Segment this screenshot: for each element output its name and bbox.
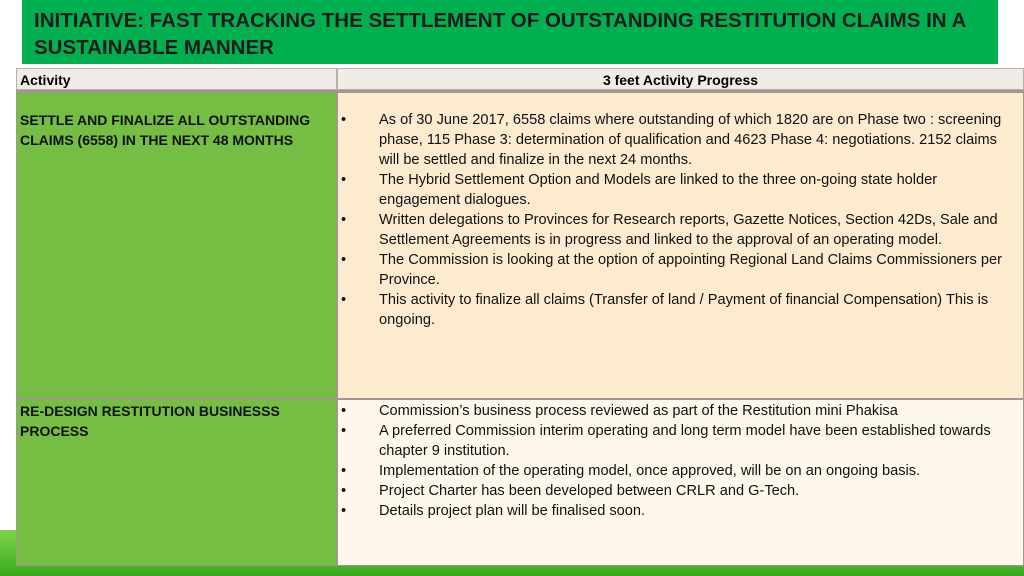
title-banner <box>22 0 998 64</box>
bullet-icon: • <box>341 112 347 128</box>
list-item <box>338 501 1023 521</box>
progress-list <box>338 401 1023 521</box>
list-item <box>338 210 1023 250</box>
bullet-icon: • <box>341 483 347 499</box>
bullet-icon: • <box>341 252 347 268</box>
bullet-icon: • <box>341 403 347 419</box>
header-progress: 3 feet Activity Progress <box>337 68 1024 90</box>
progress-list <box>338 110 1023 330</box>
list-item-text: Implementation of the operating model, once approved, will be on an ongoing basis. <box>379 463 921 479</box>
list-item <box>338 481 1023 501</box>
bullet-icon: • <box>341 463 347 479</box>
list-item-text: Project Charter has been developed between CRLR and G-Tech. <box>379 483 800 499</box>
bullet-icon: • <box>341 212 347 228</box>
slide-title: INITIATIVE: FAST TRACKING THE SETTLEMENT OF OUTSTANDING RESTITUTION CLAIMS IN A SUSTAINABLE MANNER <box>34 9 966 59</box>
list-item <box>338 401 1023 421</box>
list-item-text: This activity to finalize all claims (Transfer of land / Payment of financial Compensation) This is ongoing. <box>379 292 989 328</box>
list-item <box>338 461 1023 481</box>
list-item-text: As of 30 June 2017, 6558 claims where outstanding of which 1820 are on Phase two : screening phase, 115 Phase 3: determination of qualification and 4623 Phase 4: negotiations. 2152 claims will be settled and finalize in the next 24 months. <box>379 112 1002 168</box>
progress-cell-settle-claims <box>337 92 1024 399</box>
list-item-text: The Commission is looking at the option of appointing Regional Land Claims Commissioners per Province. <box>379 252 1002 288</box>
bullet-icon: • <box>341 423 347 439</box>
list-item-text: A preferred Commission interim operating and long term model have been established towards chapter 9 institution. <box>379 423 991 459</box>
activity-cell-redesign-process: RE-DESIGN RESTITUTION BUSINESSS PROCESS <box>16 399 337 566</box>
list-item <box>338 421 1023 461</box>
bullet-icon: • <box>341 503 347 519</box>
activity-cell-settle-claims: SETTLE AND FINALIZE ALL OUTSTANDING CLAIMS (6558) IN THE NEXT 48 MONTHS <box>16 92 337 399</box>
list-item <box>338 290 1023 330</box>
progress-table <box>16 68 1024 566</box>
bullet-icon: • <box>341 292 347 308</box>
list-item-text: Commission’s business process reviewed as part of the Restitution mini Phakisa <box>379 403 898 419</box>
header-activity: Activity <box>16 68 337 90</box>
progress-cell-redesign-process <box>337 399 1024 566</box>
bullet-icon: • <box>341 172 347 188</box>
list-item <box>338 250 1023 290</box>
list-item-text: Written delegations to Provinces for Research reports, Gazette Notices, Section 42Ds, Sale and Settlement Agreements is in progress and linked to the approval of an operating model. <box>379 212 998 248</box>
list-item <box>338 110 1023 170</box>
list-item-text: Details project plan will be finalised soon. <box>379 503 646 519</box>
list-item <box>338 170 1023 210</box>
list-item-text: The Hybrid Settlement Option and Models are linked to the three on-going state holder engagement dialogues. <box>379 172 938 208</box>
